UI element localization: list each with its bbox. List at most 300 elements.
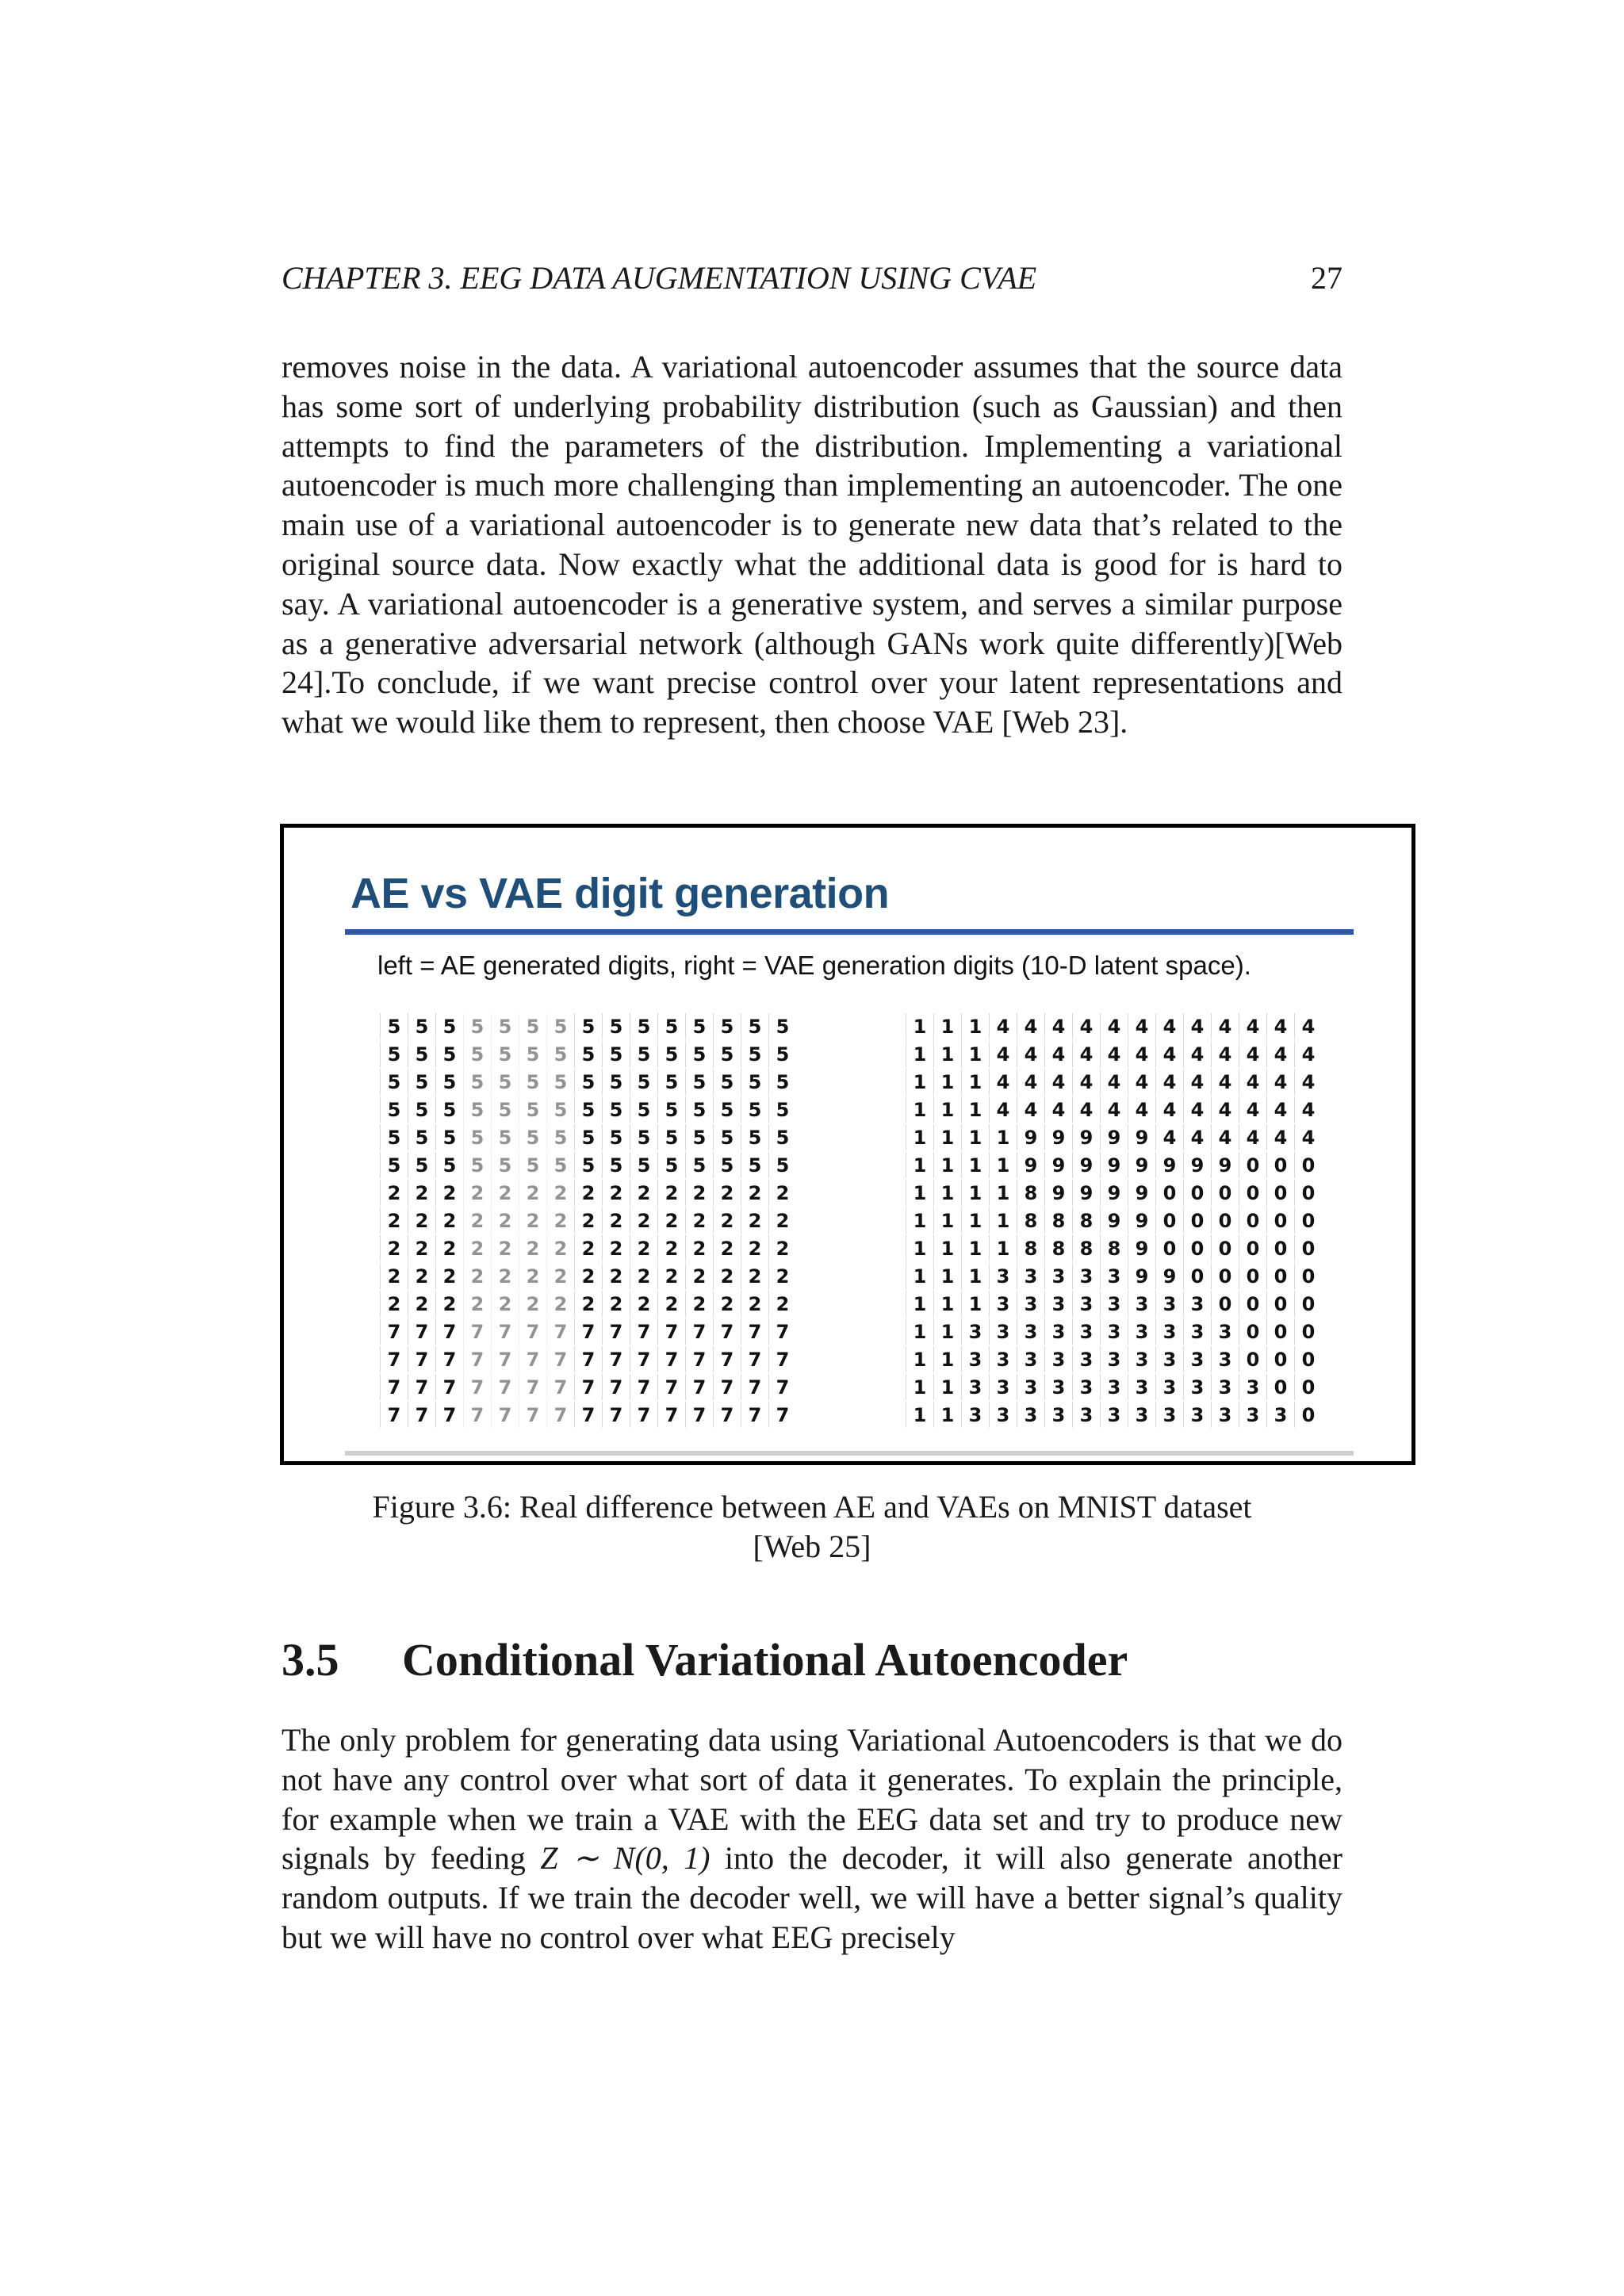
vae-digit-cell: 4: [1044, 1096, 1072, 1123]
figure-subtitle: left = AE generated digits, right = VAE generation digits (10-D latent space).: [377, 951, 1251, 980]
vae-digit-cell: 3: [1128, 1374, 1155, 1400]
ae-digit-cell: 2: [574, 1263, 602, 1289]
vae-digit-cell: 0: [1294, 1346, 1322, 1372]
ae-digit-cell: 5: [685, 1041, 713, 1067]
ae-digit-cell: 7: [741, 1318, 768, 1345]
ae-digit-cell: 5: [685, 1096, 713, 1123]
vae-digit-cell: 1: [933, 1346, 961, 1372]
vae-digit-cell: 3: [1211, 1318, 1239, 1345]
ae-digit-cell: 5: [630, 1013, 657, 1039]
ae-digit-cell: 2: [768, 1291, 796, 1317]
vae-digit-cell: 4: [1100, 1013, 1128, 1039]
ae-digit-cell: 2: [713, 1235, 741, 1261]
ae-digit-cell: 2: [491, 1235, 519, 1261]
vae-digit-cell: 4: [1128, 1069, 1155, 1095]
vae-digit-cell: 3: [989, 1263, 1017, 1289]
ae-digit-cell: 7: [546, 1346, 574, 1372]
ae-digit-cell: 2: [768, 1207, 796, 1234]
ae-digit-cell: 2: [380, 1235, 408, 1261]
vae-digit-cell: 3: [1044, 1263, 1072, 1289]
vae-digit-cell: 1: [906, 1346, 933, 1372]
vae-digit-cell: 4: [1128, 1013, 1155, 1039]
ae-digit-cell: 2: [546, 1263, 574, 1289]
vae-digit-cell: 4: [1072, 1041, 1100, 1067]
vae-digit-cell: 4: [1239, 1041, 1266, 1067]
vae-digit-cell: 3: [1183, 1402, 1211, 1428]
ae-digit-cell: 2: [657, 1263, 685, 1289]
ae-digit-cell: 7: [519, 1346, 546, 1372]
ae-digit-cell: 2: [519, 1291, 546, 1317]
vae-digit-cell: 0: [1294, 1402, 1322, 1428]
ae-digit-cell: 7: [713, 1346, 741, 1372]
vae-digit-cell: 4: [1072, 1013, 1100, 1039]
vae-digit-cell: 0: [1239, 1180, 1266, 1206]
vae-digit-cell: 0: [1183, 1180, 1211, 1206]
ae-digit-cell: 2: [435, 1263, 463, 1289]
vae-digit-cell: 4: [1155, 1069, 1183, 1095]
ae-digit-cell: 7: [657, 1318, 685, 1345]
ae-digit-cell: 7: [519, 1374, 546, 1400]
vae-digit-cell: 4: [1155, 1041, 1183, 1067]
vae-digit-cell: 3: [1128, 1346, 1155, 1372]
vae-digit-cell: 4: [1211, 1124, 1239, 1150]
vae-digit-cell: 4: [989, 1013, 1017, 1039]
vae-digit-cell: 1: [933, 1096, 961, 1123]
vae-digit-cell: 3: [1072, 1318, 1100, 1345]
vae-digit-cell: 3: [961, 1402, 989, 1428]
vae-digit-cell: 0: [1239, 1263, 1266, 1289]
ae-digit-cell: 2: [380, 1180, 408, 1206]
vae-digit-cell: 1: [961, 1235, 989, 1261]
ae-digit-cell: 7: [602, 1374, 630, 1400]
vae-digit-cell: 1: [933, 1013, 961, 1039]
ae-digit-cell: 2: [491, 1291, 519, 1317]
vae-digit-cell: 3: [1100, 1346, 1128, 1372]
vae-digit-cell: 9: [1017, 1152, 1044, 1178]
ae-digit-cell: 7: [463, 1374, 491, 1400]
vae-digit-cell: 1: [906, 1402, 933, 1428]
vae-digit-cell: 8: [1044, 1207, 1072, 1234]
ae-digit-cell: 2: [519, 1207, 546, 1234]
ae-digit-cell: 5: [602, 1096, 630, 1123]
ae-digit-cell: 2: [435, 1180, 463, 1206]
vae-digit-cell: 4: [1266, 1069, 1294, 1095]
vae-digit-cell: 3: [1211, 1346, 1239, 1372]
vae-digit-cell: 3: [989, 1291, 1017, 1317]
ae-digit-cell: 2: [408, 1291, 435, 1317]
vae-digit-cell: 4: [1017, 1041, 1044, 1067]
ae-digit-cell: 7: [380, 1402, 408, 1428]
ae-digit-cell: 2: [463, 1291, 491, 1317]
vae-digit-cell: 4: [1017, 1096, 1044, 1123]
vae-digit-cell: 3: [1155, 1402, 1183, 1428]
ae-digit-cell: 5: [519, 1096, 546, 1123]
vae-digit-cell: 1: [906, 1235, 933, 1261]
ae-digit-cell: 2: [768, 1235, 796, 1261]
vae-digit-cell: 0: [1266, 1291, 1294, 1317]
vae-digit-cell: 9: [1044, 1124, 1072, 1150]
ae-digit-cell: 5: [713, 1069, 741, 1095]
vae-digit-cell: 3: [1044, 1318, 1072, 1345]
ae-digit-cell: 5: [491, 1096, 519, 1123]
ae-digit-cell: 7: [768, 1346, 796, 1372]
ae-digit-cell: 2: [602, 1207, 630, 1234]
vae-digit-cell: 0: [1155, 1180, 1183, 1206]
vae-digit-cell: 3: [1211, 1402, 1239, 1428]
ae-digit-cell: 2: [741, 1235, 768, 1261]
ae-digit-cell: 2: [685, 1235, 713, 1261]
ae-digit-cell: 2: [685, 1263, 713, 1289]
ae-digit-cell: 7: [741, 1346, 768, 1372]
vae-digit-cell: 9: [1128, 1152, 1155, 1178]
section-number: 3.5: [282, 1634, 339, 1686]
figure-title-rule: [345, 929, 1354, 935]
vae-digit-cell: 3: [1155, 1374, 1183, 1400]
ae-digit-cell: 5: [519, 1041, 546, 1067]
ae-digit-cell: 5: [435, 1041, 463, 1067]
ae-digit-cell: 5: [768, 1013, 796, 1039]
vae-digit-cell: 0: [1183, 1235, 1211, 1261]
ae-digit-cell: 5: [380, 1041, 408, 1067]
figure-caption-line2: [Web 25]: [753, 1529, 871, 1564]
ae-digit-cell: 5: [408, 1096, 435, 1123]
vae-digit-cell: 0: [1211, 1235, 1239, 1261]
vae-digit-cell: 8: [1044, 1235, 1072, 1261]
ae-digit-cell: 5: [435, 1013, 463, 1039]
vae-digit-cell: 8: [1017, 1180, 1044, 1206]
ae-digit-cell: 7: [630, 1402, 657, 1428]
vae-digit-cell: 3: [1128, 1318, 1155, 1345]
ae-digit-cell: 7: [685, 1402, 713, 1428]
vae-digit-cell: 9: [1072, 1152, 1100, 1178]
vae-digit-cell: 9: [1072, 1180, 1100, 1206]
vae-digit-cell: 0: [1294, 1152, 1322, 1178]
ae-digit-cell: 5: [657, 1096, 685, 1123]
ae-digit-cell: 7: [657, 1374, 685, 1400]
ae-digit-cell: 2: [713, 1207, 741, 1234]
vae-digit-cell: 4: [1044, 1069, 1072, 1095]
vae-digit-cell: 1: [933, 1318, 961, 1345]
vae-digit-cell: 0: [1239, 1318, 1266, 1345]
ae-digit-cell: 5: [657, 1013, 685, 1039]
vae-digit-cell: 4: [1239, 1013, 1266, 1039]
ae-digit-cell: 7: [713, 1318, 741, 1345]
vae-digit-cell: 3: [1183, 1318, 1211, 1345]
vae-digit-cell: 1: [961, 1263, 989, 1289]
vae-digit-cell: 3: [1155, 1318, 1183, 1345]
vae-digit-cell: 9: [1128, 1207, 1155, 1234]
ae-digit-cell: 7: [491, 1374, 519, 1400]
ae-digit-cell: 5: [768, 1041, 796, 1067]
vae-digit-cell: 8: [1017, 1207, 1044, 1234]
vae-digit-cell: 4: [1017, 1069, 1044, 1095]
vae-digit-cell: 4: [1211, 1096, 1239, 1123]
page-number: 27: [1311, 260, 1342, 296]
ae-digit-cell: 2: [713, 1291, 741, 1317]
ae-digit-cell: 5: [713, 1096, 741, 1123]
vae-digit-cell: 1: [933, 1263, 961, 1289]
vae-digit-cell: 4: [1211, 1041, 1239, 1067]
vae-digit-cell: 1: [933, 1041, 961, 1067]
ae-digit-cell: 7: [574, 1318, 602, 1345]
ae-digit-cell: 7: [546, 1402, 574, 1428]
ae-digit-cell: 7: [435, 1402, 463, 1428]
vae-digit-cell: 3: [1128, 1402, 1155, 1428]
ae-digit-cell: 5: [602, 1152, 630, 1178]
ae-digit-cell: 7: [491, 1318, 519, 1345]
vae-digit-cell: 1: [989, 1235, 1017, 1261]
vae-digit-cell: 4: [989, 1096, 1017, 1123]
vae-digit-cell: 9: [1072, 1124, 1100, 1150]
vae-digit-cell: 1: [961, 1041, 989, 1067]
figure-title: AE vs VAE digit generation: [350, 870, 890, 917]
vae-digit-cell: 8: [1072, 1235, 1100, 1261]
ae-digit-cell: 7: [713, 1402, 741, 1428]
vae-digit-cell: 3: [1072, 1263, 1100, 1289]
ae-digit-cell: 5: [519, 1069, 546, 1095]
vae-digit-cell: 0: [1239, 1152, 1266, 1178]
ae-digit-cell: 5: [602, 1041, 630, 1067]
vae-digit-cell: 3: [1072, 1291, 1100, 1317]
vae-digit-cell: 0: [1239, 1235, 1266, 1261]
vae-digit-cell: 1: [906, 1124, 933, 1150]
vae-digit-cell: 0: [1294, 1235, 1322, 1261]
vae-digit-cell: 0: [1294, 1291, 1322, 1317]
ae-digit-cell: 7: [713, 1374, 741, 1400]
ae-digit-cell: 2: [657, 1235, 685, 1261]
vae-digit-cell: 9: [1155, 1263, 1183, 1289]
ae-digit-grid: [380, 1013, 800, 1430]
vae-digit-cell: 3: [1100, 1402, 1128, 1428]
vae-digit-cell: 4: [1183, 1096, 1211, 1123]
ae-digit-cell: 2: [463, 1263, 491, 1289]
vae-digit-cell: 1: [933, 1069, 961, 1095]
ae-digit-cell: 7: [741, 1374, 768, 1400]
paragraph-text-before-math: The only problem for generating data using Variational Autoencoders is that we do not have any control over what sort of data it generates. To explain the principle, for example when we train a VAE with the EEG data set and try to produce new signals by feeding: [282, 1722, 1342, 1877]
ae-digit-cell: 7: [380, 1318, 408, 1345]
ae-digit-cell: 2: [768, 1263, 796, 1289]
vae-digit-cell: 4: [1211, 1013, 1239, 1039]
vae-digit-cell: 0: [1266, 1235, 1294, 1261]
vae-digit-cell: 1: [906, 1069, 933, 1095]
ae-digit-cell: 2: [435, 1207, 463, 1234]
ae-digit-cell: 2: [574, 1235, 602, 1261]
ae-digit-cell: 5: [435, 1096, 463, 1123]
vae-digit-cell: 9: [1044, 1152, 1072, 1178]
ae-digit-cell: 7: [685, 1318, 713, 1345]
vae-digit-cell: 3: [1044, 1291, 1072, 1317]
vae-digit-cell: 9: [1183, 1152, 1211, 1178]
vae-digit-cell: 3: [1239, 1374, 1266, 1400]
ae-digit-cell: 2: [380, 1263, 408, 1289]
vae-digit-cell: 3: [961, 1346, 989, 1372]
ae-digit-cell: 5: [380, 1152, 408, 1178]
ae-digit-cell: 5: [546, 1096, 574, 1123]
ae-digit-cell: 5: [491, 1041, 519, 1067]
vae-digit-cell: 0: [1211, 1207, 1239, 1234]
ae-digit-cell: 2: [602, 1180, 630, 1206]
ae-digit-cell: 2: [380, 1291, 408, 1317]
ae-digit-cell: 2: [630, 1207, 657, 1234]
ae-digit-cell: 7: [768, 1374, 796, 1400]
vae-digit-cell: 9: [1128, 1263, 1155, 1289]
vae-digit-cell: 1: [933, 1207, 961, 1234]
ae-digit-cell: 5: [685, 1124, 713, 1150]
ae-digit-cell: 2: [380, 1207, 408, 1234]
vae-digit-cell: 0: [1266, 1152, 1294, 1178]
ae-digit-cell: 5: [602, 1013, 630, 1039]
vae-digit-cell: 0: [1266, 1207, 1294, 1234]
figure-bottom-rule: [345, 1451, 1354, 1456]
ae-digit-cell: 5: [463, 1069, 491, 1095]
vae-digit-cell: 1: [961, 1207, 989, 1234]
ae-digit-cell: 5: [491, 1152, 519, 1178]
ae-digit-cell: 2: [546, 1180, 574, 1206]
ae-digit-cell: 5: [630, 1152, 657, 1178]
ae-digit-cell: 7: [657, 1402, 685, 1428]
ae-digit-cell: 5: [380, 1013, 408, 1039]
vae-digit-cell: 1: [906, 1291, 933, 1317]
ae-digit-cell: 5: [546, 1069, 574, 1095]
vae-digit-cell: 1: [961, 1013, 989, 1039]
ae-digit-cell: 2: [408, 1207, 435, 1234]
ae-digit-cell: 5: [574, 1069, 602, 1095]
vae-digit-cell: 4: [1155, 1096, 1183, 1123]
vae-digit-cell: 4: [1155, 1013, 1183, 1039]
ae-digit-cell: 2: [408, 1180, 435, 1206]
ae-digit-cell: 2: [741, 1207, 768, 1234]
vae-digit-cell: 9: [1044, 1180, 1072, 1206]
ae-digit-cell: 5: [602, 1124, 630, 1150]
vae-digit-cell: 0: [1211, 1180, 1239, 1206]
vae-digit-cell: 1: [961, 1124, 989, 1150]
vae-digit-cell: 3: [1100, 1291, 1128, 1317]
vae-digit-cell: 3: [1072, 1346, 1100, 1372]
ae-digit-cell: 2: [519, 1235, 546, 1261]
section-heading: [282, 1633, 1128, 1686]
ae-digit-cell: 5: [574, 1152, 602, 1178]
ae-digit-cell: 2: [657, 1291, 685, 1317]
vae-digit-cell: 1: [906, 1041, 933, 1067]
ae-digit-cell: 7: [630, 1374, 657, 1400]
vae-digit-cell: 3: [1183, 1291, 1211, 1317]
vae-digit-cell: 4: [1044, 1013, 1072, 1039]
ae-digit-cell: 5: [741, 1041, 768, 1067]
ae-digit-cell: 5: [546, 1013, 574, 1039]
ae-digit-cell: 7: [491, 1346, 519, 1372]
ae-digit-cell: 5: [463, 1013, 491, 1039]
vae-digit-cell: 0: [1294, 1374, 1322, 1400]
vae-digit-cell: 1: [989, 1180, 1017, 1206]
ae-digit-cell: 5: [519, 1124, 546, 1150]
vae-digit-cell: 3: [1017, 1402, 1044, 1428]
vae-digit-cell: 3: [1072, 1402, 1100, 1428]
paragraph-cvae-intro: [282, 1720, 1342, 1957]
vae-digit-cell: 3: [961, 1318, 989, 1345]
vae-digit-cell: 0: [1183, 1263, 1211, 1289]
vae-digit-cell: 4: [1294, 1069, 1322, 1095]
vae-digit-cell: 9: [1155, 1152, 1183, 1178]
ae-digit-cell: 2: [685, 1180, 713, 1206]
vae-digit-cell: 3: [1017, 1318, 1044, 1345]
ae-digit-cell: 5: [768, 1124, 796, 1150]
ae-digit-cell: 5: [435, 1069, 463, 1095]
vae-digit-cell: 3: [961, 1374, 989, 1400]
ae-digit-cell: 5: [574, 1041, 602, 1067]
ae-digit-cell: 5: [713, 1041, 741, 1067]
ae-digit-cell: 7: [630, 1318, 657, 1345]
ae-digit-cell: 2: [574, 1180, 602, 1206]
ae-digit-cell: 5: [463, 1124, 491, 1150]
vae-digit-cell: 4: [1100, 1096, 1128, 1123]
ae-digit-cell: 7: [463, 1346, 491, 1372]
vae-digit-cell: 0: [1211, 1291, 1239, 1317]
ae-digit-cell: 5: [713, 1013, 741, 1039]
ae-digit-cell: 5: [435, 1152, 463, 1178]
vae-digit-grid: [906, 1013, 1326, 1430]
vae-digit-cell: 1: [961, 1069, 989, 1095]
ae-digit-cell: 5: [574, 1124, 602, 1150]
ae-digit-cell: 2: [546, 1291, 574, 1317]
vae-digit-cell: 4: [1183, 1013, 1211, 1039]
vae-digit-cell: 4: [1266, 1124, 1294, 1150]
ae-digit-cell: 7: [408, 1318, 435, 1345]
vae-digit-cell: 4: [1266, 1013, 1294, 1039]
ae-digit-cell: 5: [408, 1152, 435, 1178]
vae-digit-cell: 0: [1266, 1263, 1294, 1289]
vae-digit-cell: 9: [1128, 1180, 1155, 1206]
ae-digit-cell: 5: [630, 1041, 657, 1067]
vae-digit-cell: 9: [1128, 1235, 1155, 1261]
ae-digit-cell: 5: [713, 1152, 741, 1178]
vae-digit-cell: 8: [1100, 1235, 1128, 1261]
vae-digit-cell: 3: [1017, 1374, 1044, 1400]
ae-digit-cell: 2: [435, 1291, 463, 1317]
vae-digit-cell: 3: [1100, 1263, 1128, 1289]
vae-digit-cell: 9: [1100, 1207, 1128, 1234]
vae-digit-cell: 9: [1211, 1152, 1239, 1178]
vae-digit-cell: 4: [1266, 1041, 1294, 1067]
ae-digit-cell: 5: [630, 1096, 657, 1123]
ae-digit-cell: 7: [685, 1346, 713, 1372]
vae-digit-cell: 4: [1294, 1041, 1322, 1067]
ae-digit-cell: 7: [574, 1346, 602, 1372]
ae-digit-cell: 7: [602, 1318, 630, 1345]
ae-digit-cell: 2: [741, 1263, 768, 1289]
ae-digit-cell: 5: [380, 1096, 408, 1123]
ae-digit-cell: 2: [657, 1180, 685, 1206]
ae-digit-cell: 7: [602, 1346, 630, 1372]
ae-digit-cell: 5: [657, 1124, 685, 1150]
vae-digit-cell: 1: [989, 1124, 1017, 1150]
ae-digit-cell: 7: [463, 1318, 491, 1345]
vae-digit-cell: 3: [1017, 1346, 1044, 1372]
ae-digit-cell: 5: [768, 1069, 796, 1095]
vae-digit-cell: 9: [1017, 1124, 1044, 1150]
ae-digit-cell: 5: [435, 1124, 463, 1150]
vae-digit-cell: 8: [1072, 1207, 1100, 1234]
vae-digit-cell: 4: [989, 1069, 1017, 1095]
figure-caption: [282, 1487, 1342, 1567]
ae-digit-cell: 2: [685, 1207, 713, 1234]
vae-digit-cell: 3: [1211, 1374, 1239, 1400]
vae-digit-cell: 9: [1100, 1180, 1128, 1206]
ae-digit-cell: 2: [546, 1207, 574, 1234]
vae-digit-cell: 4: [1183, 1041, 1211, 1067]
ae-digit-cell: 5: [408, 1041, 435, 1067]
ae-digit-cell: 7: [630, 1346, 657, 1372]
vae-digit-cell: 3: [1183, 1346, 1211, 1372]
